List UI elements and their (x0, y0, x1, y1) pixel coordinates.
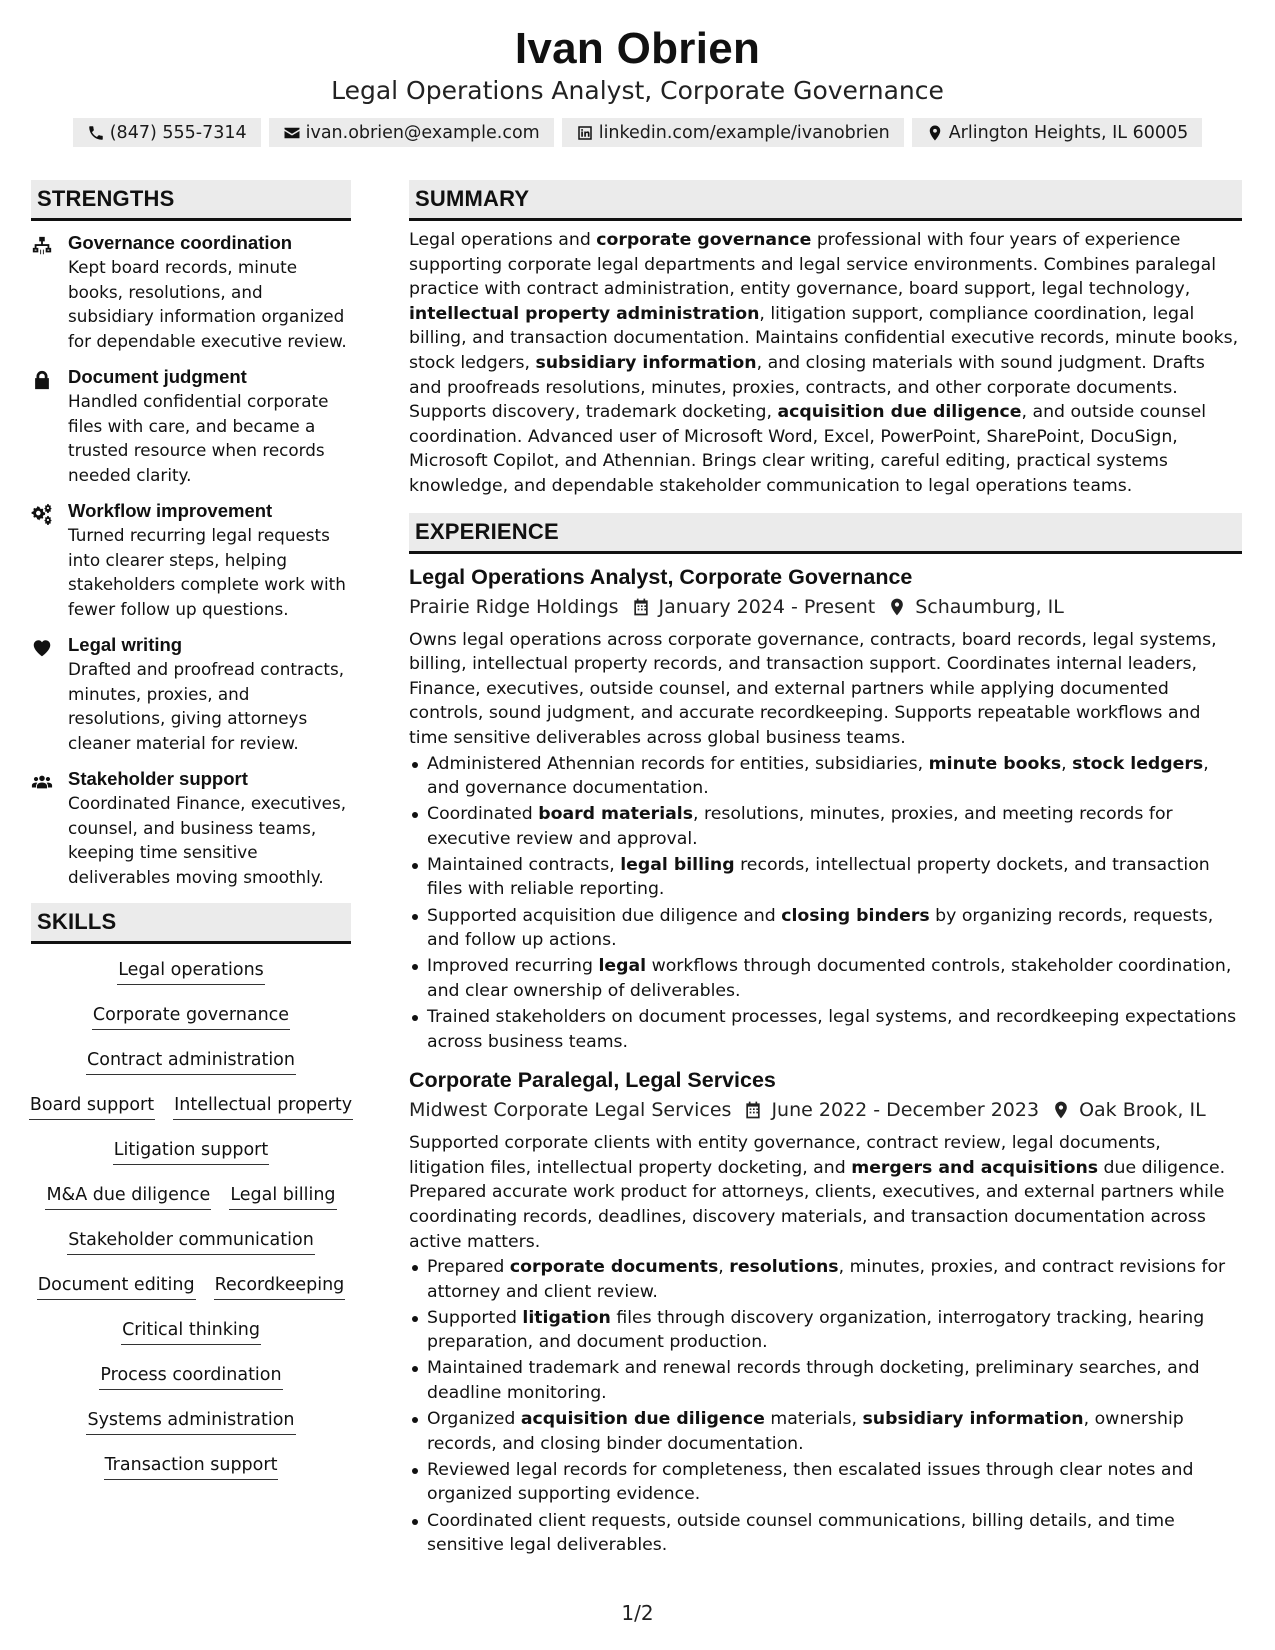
bold-text: corporate documents (509, 1257, 719, 1278)
strength-desc: Handled confidential corporate files with care, and became a trusted resource when records needed clarity. (68, 391, 329, 485)
bullet-item (409, 1458, 1242, 1507)
strengths-heading: STRENGTHS (31, 180, 351, 221)
text-run: materials, (764, 1409, 863, 1430)
skills-list (31, 958, 351, 1498)
text-run: Administered Athennian records for entities, subsidiaries, (427, 753, 929, 774)
phone-icon (87, 124, 105, 142)
text-run: , ownership records, and closing binder documentation. (427, 1409, 1184, 1454)
strength-title: Governance coordination (68, 232, 293, 253)
strength-title: Stakeholder support (68, 768, 248, 789)
text-run: due diligence. Prepared accurate work product for attorneys, clients, executives, and external partners while coordinating records, deadlines, discovery materials, and transaction documentation across active matters. (409, 1157, 1226, 1252)
text-run: Owns legal operations across corporate governance, contracts, board records, legal systems, billing, intellectual property records, and transaction support. Coordinates internal leaders, Finance, executives, outside counsel, and external partners while applying documented controls, sound judgment, and accurate recordkeeping. Supports repeatable workflows and time sensitive deliverables across global business teams. (409, 629, 1217, 748)
text-run: , (718, 1257, 730, 1278)
text-run: , resolutions, minutes, proxies, and meeting records for executive review and approval. (427, 804, 1173, 849)
job-meta (409, 592, 1242, 622)
skill-row (31, 1048, 351, 1093)
bold-text: minute books (928, 753, 1062, 774)
skill-row (31, 1228, 351, 1273)
bullet-item (409, 752, 1242, 801)
bullet-item (409, 853, 1242, 902)
contact-phone[interactable]: (847) 555-7314 (73, 118, 261, 147)
summary-text (409, 228, 1242, 499)
text-run: Legal operations and (409, 230, 597, 250)
candidate-title: Legal Operations Analyst, Corporate Governance (331, 76, 944, 105)
text-run: , and governance documentation. (427, 753, 1209, 799)
strength-desc: Coordinated Finance, executives, counsel, and business teams, keeping time sensitive deliverables moving smoothly. (68, 793, 347, 887)
job-description (409, 628, 1242, 751)
strength-item (31, 767, 351, 889)
text-run: Improved recurring (427, 956, 599, 977)
bullet-item (409, 1407, 1242, 1456)
text-run: Maintained trademark and renewal records through docketing, preliminary searches, and deadline monitoring. (427, 1358, 1200, 1404)
skill-tag: Critical thinking (121, 1318, 261, 1345)
text-run: , (1061, 753, 1073, 774)
location-pin-icon (887, 597, 907, 617)
contact-email[interactable]: ivan.obrien@example.com (269, 118, 554, 147)
text-run: workflows through documented controls, stakeholder coordination, and clear ownership of deliverables. (427, 956, 1232, 1001)
strength-item (31, 633, 351, 755)
text-run: Maintained contracts, (427, 854, 621, 875)
page-number: 1/2 (621, 1601, 654, 1625)
bullet-item (409, 1509, 1242, 1558)
job-bullets (409, 752, 1242, 1055)
skills-heading: SKILLS (31, 903, 351, 944)
contact-location: Arlington Heights, IL 60005 (912, 118, 1203, 147)
skill-row (31, 1363, 351, 1408)
strength-desc: Turned recurring legal requests into clearer steps, helping stakeholders complete work with fewer follow up questions. (68, 525, 346, 619)
bold-text: intellectual property administration (409, 303, 760, 324)
bold-text: corporate governance (596, 230, 812, 250)
text-run: , and closing materials with sound judgment. Drafts and proofreads resolutions, minutes, proxies, contracts, and other corporate documents. Supports discovery, trademark docketing, (409, 352, 1205, 423)
location-pin-icon (1051, 1100, 1071, 1120)
text-run: by organizing records, requests, and follow up actions. (427, 905, 1214, 951)
job-dates: January 2024 - Present (658, 595, 876, 618)
bullet-item (409, 1005, 1242, 1054)
right-column (409, 180, 1242, 1559)
skill-row (31, 1183, 351, 1228)
org-chart-icon (31, 231, 68, 353)
bold-text: acquisition due diligence (520, 1409, 765, 1430)
job-meta (409, 1095, 1242, 1125)
text-run: , and outside counsel coordination. Advanced user of Microsoft Word, Excel, PowerPoint, SharePoint, DocuSign, Microsoft Copilot, and Athennian. Brings clear writing, careful editing, practical systems knowledge, and dependable stakeholder communication to legal operations teams. (409, 402, 1207, 496)
job-entry (409, 562, 1242, 1055)
text-run: , litigation support, compliance coordination, legal billing, and transaction documentation. Maintains confidential executive records, minute books, stock ledgers, (409, 303, 1239, 373)
skill-tag: Systems administration (86, 1408, 295, 1435)
users-icon (31, 767, 68, 889)
bold-text: mergers and acquisitions (851, 1157, 1099, 1178)
text-run: Reviewed legal records for completeness, then escalated issues through clear notes and organized supporting evidence. (427, 1459, 1194, 1505)
resume-header (0, 0, 1275, 147)
skill-tag: Intellectual property (173, 1093, 353, 1120)
calendar-icon (743, 1100, 763, 1120)
bold-text: legal (598, 956, 647, 977)
skill-tag: Legal billing (229, 1183, 336, 1210)
skill-tag: M&A due diligence (45, 1183, 211, 1210)
skill-row (31, 1273, 351, 1318)
left-column (31, 180, 351, 1498)
location-pin-icon (926, 124, 944, 142)
text-run: Coordinated (427, 804, 539, 825)
skill-row (31, 1138, 351, 1183)
bold-text: litigation (522, 1307, 611, 1328)
text-run: professional with four years of experience supporting corporate legal departments and legal service environments. Combines paralegal practice with contract administration, entity governance, board support, legal technology, (409, 230, 1217, 300)
skill-row (31, 1003, 351, 1048)
skill-tag: Document editing (37, 1273, 196, 1300)
lock-icon (31, 365, 68, 487)
bold-text: resolutions (729, 1257, 839, 1278)
bullet-item (409, 904, 1242, 953)
skill-row (31, 958, 351, 1003)
text-run: Trained stakeholders on document processes, legal systems, and recordkeeping expectations across business teams. (427, 1006, 1237, 1052)
strength-title: Document judgment (68, 366, 247, 387)
skill-tag: Contract administration (86, 1048, 296, 1075)
text-run: Supported acquisition due diligence and (427, 905, 782, 926)
skill-tag: Stakeholder communication (67, 1228, 315, 1255)
heart-icon (31, 633, 68, 755)
text-run: Prepared (427, 1257, 510, 1278)
job-dates: June 2022 - December 2023 (771, 1099, 1040, 1122)
strengths-list (31, 231, 351, 889)
bold-text: legal billing (620, 854, 735, 875)
envelope-icon (283, 124, 301, 142)
strength-title: Legal writing (68, 634, 183, 655)
bullet-item (409, 954, 1242, 1003)
job-location: Schaumburg, IL (915, 595, 1064, 618)
text-run: files through discovery organization, interrogatory tracking, hearing preparation, and document production. (427, 1307, 1205, 1353)
contact-linkedin[interactable]: linkedin.com/example/ivanobrien (562, 118, 904, 147)
bold-text: subsidiary information (535, 352, 757, 373)
strength-item (31, 499, 351, 621)
skill-row (31, 1408, 351, 1453)
job-title: Legal Operations Analyst, Corporate Governance (409, 564, 913, 589)
text-run: Organized (427, 1409, 521, 1430)
strength-item (31, 365, 351, 487)
experience-heading: EXPERIENCE (409, 513, 1242, 554)
job-company: Prairie Ridge Holdings (409, 595, 619, 618)
candidate-name: Ivan Obrien (514, 24, 761, 73)
job-bullets (409, 1255, 1242, 1558)
strength-desc: Kept board records, minute books, resolutions, and subsidiary information organized for dependable executive review. (68, 257, 347, 351)
job-company: Midwest Corporate Legal Services (409, 1099, 732, 1122)
bullet-item (409, 1306, 1242, 1355)
strength-title: Workflow improvement (68, 500, 273, 521)
skill-tag: Litigation support (113, 1138, 269, 1165)
skill-tag: Process coordination (99, 1363, 282, 1390)
bold-text: stock ledgers (1072, 753, 1204, 774)
skill-row (31, 1093, 351, 1138)
bold-text: board materials (538, 804, 693, 825)
skill-tag: Corporate governance (92, 1003, 290, 1030)
bullet-item (409, 1356, 1242, 1405)
bullet-item (409, 802, 1242, 851)
bold-text: closing binders (781, 905, 930, 926)
job-location: Oak Brook, IL (1079, 1099, 1206, 1122)
text-run: records, intellectual property dockets, and transaction files with reliable reporting. (427, 854, 1210, 900)
bullet-item (409, 1255, 1242, 1304)
skill-tag: Board support (29, 1093, 155, 1120)
strength-item (31, 231, 351, 353)
gears-icon (31, 499, 68, 621)
text-run: , minutes, proxies, and contract revisions for attorney and client review. (427, 1257, 1226, 1302)
strength-desc: Drafted and proofread contracts, minutes, proxies, and resolutions, giving attorneys cleaner material for review. (68, 659, 345, 753)
bold-text: subsidiary information (862, 1409, 1084, 1430)
skill-row (31, 1453, 351, 1498)
text-run: Supported (427, 1307, 523, 1328)
skill-row (31, 1318, 351, 1363)
skill-tag: Transaction support (104, 1453, 279, 1480)
job-title: Corporate Paralegal, Legal Services (409, 1068, 776, 1093)
job-description (409, 1131, 1242, 1254)
skill-tag: Legal operations (117, 958, 265, 985)
calendar-icon (631, 597, 651, 617)
bold-text: acquisition due diligence (777, 402, 1022, 423)
job-entry (409, 1065, 1242, 1558)
contact-bar (0, 118, 1275, 147)
text-run: Supported corporate clients with entity governance, contract review, legal documents, litigation files, intellectual property docketing, and (409, 1133, 1161, 1178)
skill-tag: Recordkeeping (214, 1273, 346, 1300)
summary-heading: SUMMARY (409, 180, 1242, 221)
text-run: Coordinated client requests, outside counsel communications, billing details, and time sensitive legal deliverables. (427, 1510, 1175, 1556)
linkedin-icon (576, 124, 594, 142)
